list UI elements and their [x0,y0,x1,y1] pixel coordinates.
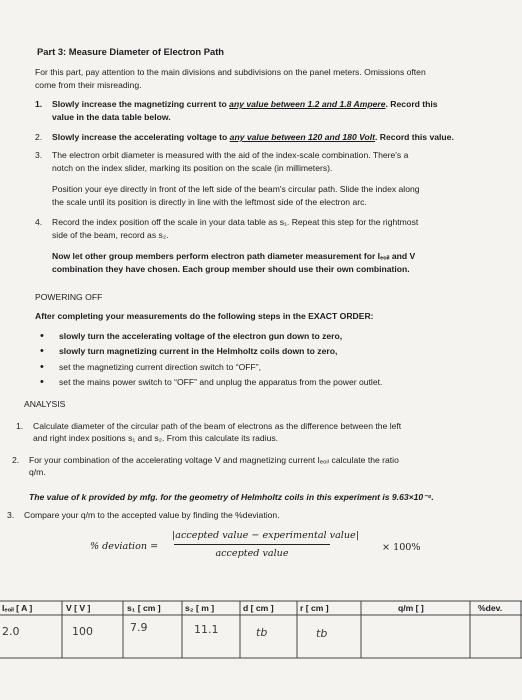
analysis-number: 2. [12,455,20,465]
bullet-icon: • [40,361,44,373]
column-header-deviation: %dev. [478,603,503,613]
table-cell-diameter[interactable]: tb [256,626,268,639]
analysis-line: For your combination of the accelerating voltage V and magnetizing current Iₑₒᵢₗ calculate the ratio [29,455,399,465]
step-number: 3. [35,150,43,160]
analysis-heading: ANALYSIS [24,399,66,409]
step-text: Slowly increase the accelerating voltage to [52,132,230,142]
powering-off-step: set the mains power switch to “OFF” and unplug the apparatus from the power outlet. [59,377,383,387]
analysis-number: 3. [7,510,15,520]
data-table [0,590,522,662]
formula-lhs: % deviation = [90,541,159,552]
analysis-line: Calculate diameter of the circular path of the beam of electrons as the difference between the left [33,421,402,431]
step-line: The electron orbit diameter is measured with the aid of the index-scale combination. There's a [52,150,409,160]
analysis-line: Compare your q/m to the accepted value by finding the %deviation. [24,510,280,520]
bullet-icon: • [40,376,44,388]
step-range: any value between 120 and 180 Volt [229,132,376,142]
step-line: Record the index position off the scale in your data table as s₁. Repeat this step for the rightmost [52,217,419,227]
step-line: Position your eye directly in front of the left side of the beam's circular path. Slide the index along [52,184,420,194]
table-cell-coil[interactable]: 2.0 [2,625,20,638]
formula-denominator: accepted value [215,548,289,559]
intro-line-2: come from their misreading. [35,80,142,90]
step-text-end: . Record this value. [375,132,454,142]
deviation-formula [90,530,450,570]
analysis-item-2 [12,454,512,484]
table-cell-voltage[interactable]: 100 [72,625,93,638]
formula-numerator: |accepted value − experimental value| [172,530,359,541]
step-text: Slowly increase the magnetizing current to [52,99,230,109]
group-note-line-1: Now let other group members perform electron path diameter measurement for Iₑₒᵢₗ and V [52,251,416,261]
step-line: side of the beam, record as s₂. [52,230,169,240]
analysis-line: and right index positions s₁ and s₂. From this calculate its radius. [33,433,279,443]
step-number: 4. [35,217,43,227]
intro-line-1: For this part, pay attention to the main divisions and subdivisions on the panel meters. Omissions often [35,67,426,77]
bullet-icon: • [40,345,44,357]
k-value-note: The value of k provided by mfg. for the geometry of Helmholtz coils in this experiment is 9.63×10⁻⁴. [29,492,434,502]
step-line: notch on the index slider, marking its position on the scale (in millimeters). [52,163,333,173]
powering-off-instruction: After completing your measurements do the following steps in the EXACT ORDER: [35,311,374,321]
step-number: 2. [35,132,43,142]
powering-off-step: slowly turn the accelerating voltage of the electron gun down to zero, [59,331,343,341]
column-header-radius: r [ cm ] [300,603,329,613]
bullet-icon: • [40,330,44,342]
powering-off-step: slowly turn magnetizing current in the Helmholtz coils down to zero, [59,346,338,356]
powering-off-heading: POWERING OFF [35,292,103,302]
column-header-voltage: V [ V ] [66,603,91,613]
analysis-number: 1. [16,421,24,431]
group-note-line-2: combination they have chosen. Each group member should use their own combination. [52,264,410,274]
powering-off-list [30,330,510,390]
step-range: any value between 1.2 and 1.8 Ampere [229,99,386,109]
table-cell-s2[interactable]: 11.1 [194,623,219,636]
column-header-coil: Iₑₒᵢₗ [ A ] [2,603,33,613]
column-header-q-over-m: q/m [ ] [398,603,424,613]
column-header-s1: s₁ [ cm ] [127,603,161,613]
step-number: 1. [35,99,43,109]
step-line: the scale until its position is directly in line with the leftmost side of the electron arc. [52,197,367,207]
analysis-item-1 [16,420,516,450]
formula-rhs: × 100% [382,542,421,553]
table-cell-s1[interactable]: 7.9 [130,621,148,634]
step-text-end: . Record this [385,99,438,109]
table-cell-radius[interactable]: tb [316,627,328,640]
section-title: Part 3: Measure Diameter of Electron Path [37,46,225,57]
analysis-line: q/m. [29,467,46,477]
column-header-s2: s₂ [ m ] [185,603,215,613]
column-header-diameter: d [ cm ] [243,603,274,613]
fraction-bar [174,544,330,545]
step-text-cont: value in the data table below. [52,112,171,122]
powering-off-step: set the magnetizing current direction switch to “OFF”, [59,362,262,372]
